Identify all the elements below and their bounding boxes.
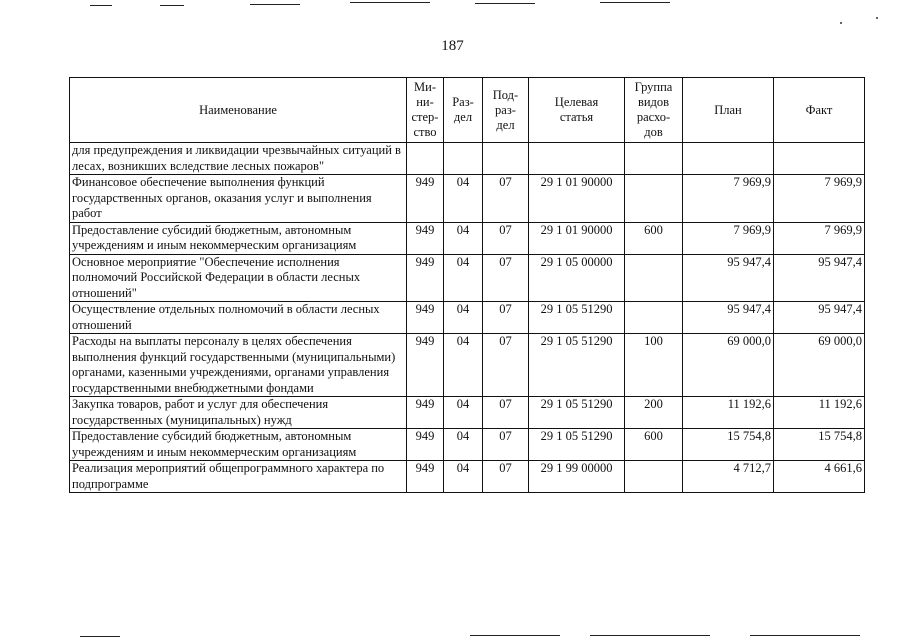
row-section: 04 <box>444 397 483 429</box>
row-ministry: 949 <box>407 302 444 334</box>
row-plan <box>683 143 774 175</box>
row-ministry: 949 <box>407 397 444 429</box>
row-plan: 7 969,9 <box>683 175 774 223</box>
row-fact: 4 661,6 <box>774 461 865 493</box>
row-expense-group: 600 <box>625 222 683 254</box>
row-subsection <box>483 143 529 175</box>
row-fact: 7 969,9 <box>774 222 865 254</box>
row-name: Предоставление субсидий бюджетным, автономным учреждениям и иным некоммерческим организациям <box>70 222 407 254</box>
row-section: 04 <box>444 254 483 302</box>
row-fact: 15 754,8 <box>774 429 865 461</box>
table-row <box>70 461 865 493</box>
header-ministry <box>407 78 444 143</box>
row-ministry: 949 <box>407 461 444 493</box>
table-row <box>70 143 865 175</box>
table-row <box>70 302 865 334</box>
row-subsection: 07 <box>483 302 529 334</box>
row-target-item: 29 1 05 51290 <box>529 302 625 334</box>
header-expense-group <box>625 78 683 143</box>
row-section: 04 <box>444 429 483 461</box>
row-subsection: 07 <box>483 222 529 254</box>
header-target-item-text: Целевая статья <box>554 95 599 124</box>
row-plan: 7 969,9 <box>683 222 774 254</box>
row-target-item: 29 1 01 90000 <box>529 175 625 223</box>
scan-mark <box>600 2 670 3</box>
row-name: Осуществление отдельных полномочий в области лесных отношений <box>70 302 407 334</box>
row-name: Предоставление субсидий бюджетным, автономным учреждениям и иным некоммерческим организациям <box>70 429 407 461</box>
header-subsection-text: Под- раз- дел <box>492 87 519 132</box>
scan-mark <box>90 5 112 6</box>
row-name: Основное мероприятие "Обеспечение исполнения полномочий Российской Федерации в области лесных отношений" <box>70 254 407 302</box>
header-plan: План <box>683 78 774 143</box>
row-ministry: 949 <box>407 222 444 254</box>
row-plan: 95 947,4 <box>683 254 774 302</box>
row-expense-group: 200 <box>625 397 683 429</box>
page-number: 187 <box>441 38 464 54</box>
row-target-item: 29 1 01 90000 <box>529 222 625 254</box>
row-section: 04 <box>444 222 483 254</box>
scan-mark <box>590 635 710 636</box>
row-fact: 95 947,4 <box>774 254 865 302</box>
row-subsection: 07 <box>483 254 529 302</box>
row-target-item <box>529 143 625 175</box>
row-target-item: 29 1 05 51290 <box>529 397 625 429</box>
row-plan: 95 947,4 <box>683 302 774 334</box>
scan-mark <box>475 3 535 4</box>
row-expense-group: 600 <box>625 429 683 461</box>
row-expense-group <box>625 143 683 175</box>
table-header-row <box>70 78 865 143</box>
row-section <box>444 143 483 175</box>
row-name: Финансовое обеспечение выполнения функций государственных органов, оказания услуг и выполнения работ <box>70 175 407 223</box>
row-expense-group <box>625 302 683 334</box>
table-row <box>70 397 865 429</box>
row-target-item: 29 1 05 00000 <box>529 254 625 302</box>
row-expense-group <box>625 175 683 223</box>
row-plan: 4 712,7 <box>683 461 774 493</box>
row-subsection: 07 <box>483 429 529 461</box>
row-subsection: 07 <box>483 334 529 397</box>
row-expense-group <box>625 254 683 302</box>
header-fact: Факт <box>774 78 865 143</box>
row-name: Расходы на выплаты персоналу в целях обеспечения выполнения функций государственными (муниципальными) органами, казенными учреждениями, органами управления государственными внебюджетными фондами <box>70 334 407 397</box>
row-section: 04 <box>444 461 483 493</box>
row-target-item: 29 1 99 00000 <box>529 461 625 493</box>
row-section: 04 <box>444 334 483 397</box>
row-name: Закупка товаров, работ и услуг для обеспечения государственных (муниципальных) нужд <box>70 397 407 429</box>
budget-table <box>69 77 865 493</box>
row-target-item: 29 1 05 51290 <box>529 334 625 397</box>
row-plan: 15 754,8 <box>683 429 774 461</box>
header-section <box>444 78 483 143</box>
row-fact: 7 969,9 <box>774 175 865 223</box>
row-target-item: 29 1 05 51290 <box>529 429 625 461</box>
row-section: 04 <box>444 175 483 223</box>
row-ministry: 949 <box>407 175 444 223</box>
row-subsection: 07 <box>483 461 529 493</box>
scan-dot <box>840 22 842 24</box>
row-plan: 11 192,6 <box>683 397 774 429</box>
scan-mark <box>160 5 184 6</box>
row-subsection: 07 <box>483 175 529 223</box>
row-name: для предупреждения и ликвидации чрезвычайных ситуаций в лесах, возникших вследствие лесных пожаров" <box>70 143 407 175</box>
scan-mark <box>470 635 560 636</box>
header-expense-group-text: Группа видов расхо- дов <box>634 80 673 139</box>
table-row <box>70 254 865 302</box>
row-ministry: 949 <box>407 429 444 461</box>
row-expense-group: 100 <box>625 334 683 397</box>
row-fact <box>774 143 865 175</box>
scan-dot <box>876 17 878 19</box>
table-row <box>70 429 865 461</box>
row-subsection: 07 <box>483 397 529 429</box>
scan-mark <box>250 4 300 5</box>
row-ministry <box>407 143 444 175</box>
table-row <box>70 222 865 254</box>
row-fact: 95 947,4 <box>774 302 865 334</box>
row-name: Реализация мероприятий общепрограммного характера по подпрограмме <box>70 461 407 493</box>
header-target-item <box>529 78 625 143</box>
scan-mark <box>750 635 860 636</box>
row-fact: 11 192,6 <box>774 397 865 429</box>
row-ministry: 949 <box>407 334 444 397</box>
scan-mark <box>80 636 120 637</box>
table-row <box>70 334 865 397</box>
table-row <box>70 175 865 223</box>
header-name: Наименование <box>70 78 407 143</box>
row-section: 04 <box>444 302 483 334</box>
row-fact: 69 000,0 <box>774 334 865 397</box>
header-subsection <box>483 78 529 143</box>
header-ministry-text: Ми- ни- стер- ство <box>411 80 439 139</box>
header-section-text: Раз- дел <box>452 95 474 124</box>
row-plan: 69 000,0 <box>683 334 774 397</box>
row-ministry: 949 <box>407 254 444 302</box>
scan-mark <box>350 2 430 3</box>
row-expense-group <box>625 461 683 493</box>
